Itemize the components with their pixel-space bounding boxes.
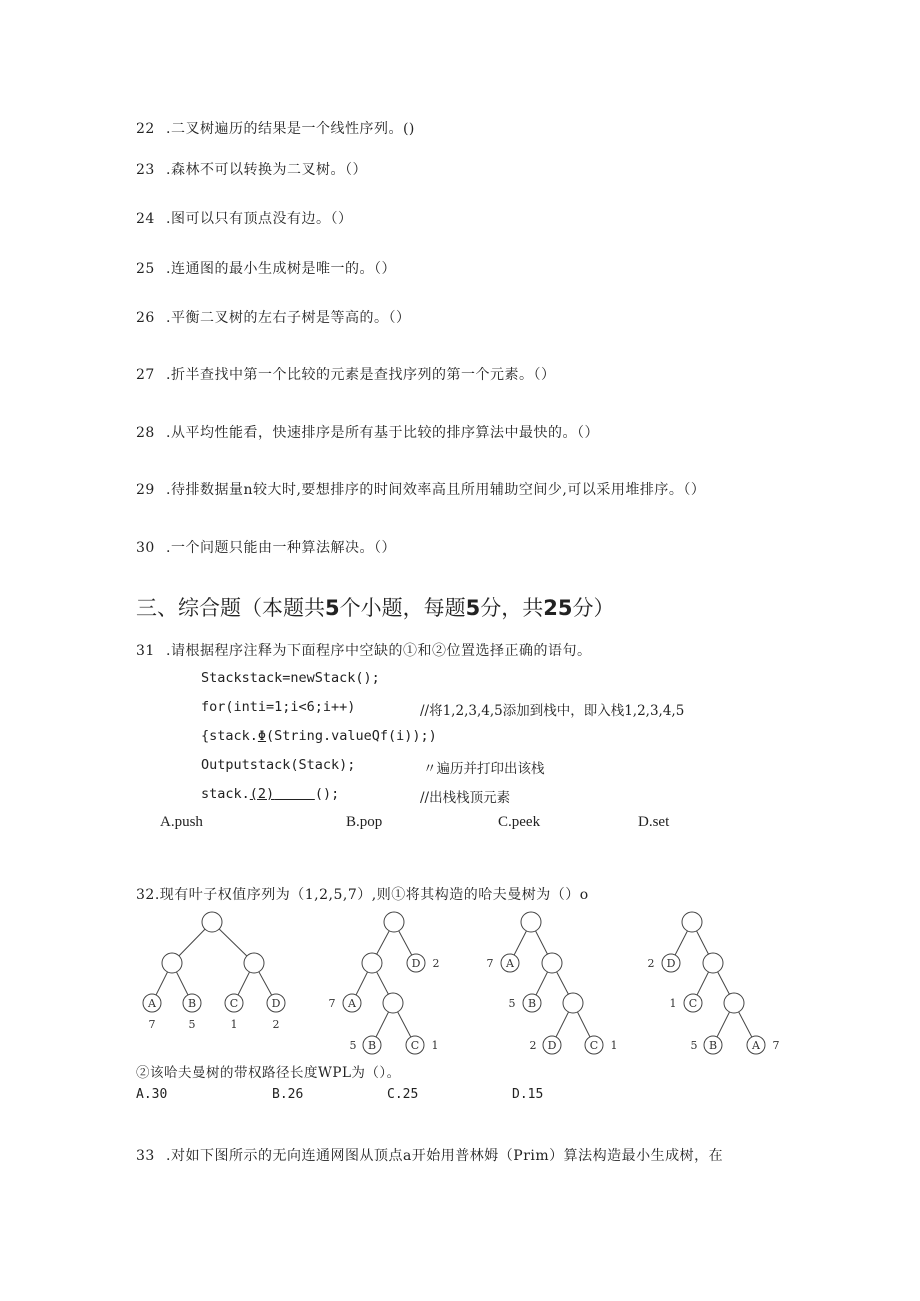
question-25: 25 .连通图的最小生成树是唯一的。（）	[136, 261, 396, 277]
code-line-1: Stackstack=newStack();	[201, 670, 380, 686]
tree-d-leaf-label: C	[688, 997, 698, 1010]
tree-d-leaf-label: D	[666, 957, 676, 970]
question-32-part-2: ②该哈夫曼树的带权路径长度WPL为（）。	[136, 1065, 401, 1081]
q31-option-d: D.set	[638, 814, 670, 830]
tree-a-leaf-label: C	[229, 997, 239, 1010]
q32-option-b: B.26	[272, 1087, 304, 1102]
q31-option-b: B.pop	[346, 814, 383, 830]
code-line-4: Outputstack(Stack);	[201, 757, 356, 773]
tree-a-leaf-label: B	[187, 997, 197, 1010]
question-28: 28 .从平均性能看，快速排序是所有基于比较的排序算法中最快的。（）	[136, 425, 599, 441]
tree-c-weight: 1	[610, 1039, 618, 1052]
blank-2: (2)	[249, 786, 275, 802]
tree-b-weight: 5	[349, 1039, 357, 1052]
tree-b-leaf-label: C	[410, 1039, 420, 1052]
q32-option-a: A.30	[136, 1087, 168, 1102]
tree-a-weight: 7	[148, 1018, 156, 1031]
tree-a-node	[162, 953, 182, 973]
section-heading: 三、综合题（本题共5个小题，每题5分，共25分）	[136, 596, 615, 620]
tree-d-leaf-label: B	[708, 1039, 718, 1052]
question-27: 27 .折半查找中第一个比较的元素是查找序列的第一个元素。（）	[136, 367, 556, 383]
tree-c-leaf-label: B	[527, 997, 537, 1010]
code-line-2: for(inti=1;i<6;i++)	[201, 699, 356, 715]
question-23: 23 .森林不可以转换为二叉树。（）	[136, 162, 367, 178]
tree-b-leaf-label: B	[367, 1039, 377, 1052]
tree-b-root	[384, 912, 404, 932]
tree-d-node	[703, 953, 723, 973]
tree-d-node	[724, 993, 744, 1013]
tree-d-weight: 5	[690, 1039, 698, 1052]
tree-b-weight: 2	[432, 957, 440, 970]
tree-d-weight: 1	[669, 997, 677, 1010]
code-line-5: stack.(2) ();	[201, 786, 340, 802]
tree-c-leaf-label: A	[506, 957, 514, 970]
tree-a-root	[202, 912, 222, 932]
tree-d-root	[682, 912, 702, 932]
question-26: 26 .平衡二叉树的左右子树是等高的。（）	[136, 310, 411, 326]
tree-a-leaf-label: A	[148, 997, 156, 1010]
question-33: 33 .对如下图所示的无向连通网图从顶点a开始用普林姆（Prim）算法构造最小生成树，在	[136, 1148, 724, 1164]
tree-c-weight: 5	[508, 997, 516, 1010]
tree-b-leaf-label: D	[411, 957, 421, 970]
question-31: 31 .请根据程序注释为下面程序中空缺的①和②位置选择正确的语句。	[136, 643, 592, 659]
code-comment-2: //将1,2,3,4,5添加到栈中，即入栈1,2,3,4,5	[420, 703, 685, 719]
question-32: 32.现有叶子权值序列为（1,2,5,7）,则①将其构造的哈夫曼树为（）o	[136, 887, 589, 903]
tree-c-weight: 7	[486, 957, 494, 970]
tree-a-weight: 2	[272, 1018, 280, 1031]
question-29: 29 .待排数据量n较大时,要想排序的时间效率高且所用辅助空间少,可以采用堆排序。（）	[136, 482, 706, 498]
tree-d-leaf-label: A	[752, 1039, 760, 1052]
q31-option-a: A.push	[160, 814, 203, 830]
q32-option-d: D.15	[512, 1087, 544, 1102]
tree-c-root	[521, 912, 541, 932]
tree-d-weight: 7	[772, 1039, 780, 1052]
question-30: 30 .一个问题只能由一种算法解决。（）	[136, 540, 396, 556]
tree-a-weight: 1	[230, 1018, 238, 1031]
tree-a-leaf-label: D	[271, 997, 281, 1010]
tree-c-node	[542, 953, 562, 973]
question-22: 22 .二叉树遍历的结果是一个线性序列。()	[136, 121, 415, 137]
blank-1: Φ	[257, 728, 267, 744]
q31-option-c: C.peek	[498, 814, 541, 830]
code-comment-4: 〃遍历并打印出该栈	[423, 761, 545, 777]
tree-c-weight: 2	[529, 1039, 537, 1052]
tree-d-weight: 2	[647, 957, 655, 970]
tree-b-node	[383, 993, 403, 1013]
tree-b-weight: 1	[431, 1039, 439, 1052]
huffman-tree-options	[0, 900, 920, 1080]
tree-c-leaf-label: D	[547, 1039, 557, 1052]
tree-b-node	[362, 953, 382, 973]
tree-c-node	[563, 993, 583, 1013]
question-24: 24 .图可以只有顶点没有边。（）	[136, 211, 353, 227]
tree-a-node	[244, 953, 264, 973]
tree-c-leaf-label: C	[589, 1039, 599, 1052]
tree-a-weight: 5	[188, 1018, 196, 1031]
tree-b-leaf-label: A	[348, 997, 356, 1010]
q32-option-c: C.25	[387, 1087, 419, 1102]
code-comment-5: //出栈栈顶元素	[420, 790, 511, 806]
code-line-3: {stack.Φ(String.valueQf(i));)	[201, 728, 437, 744]
tree-b-weight: 7	[328, 997, 336, 1010]
